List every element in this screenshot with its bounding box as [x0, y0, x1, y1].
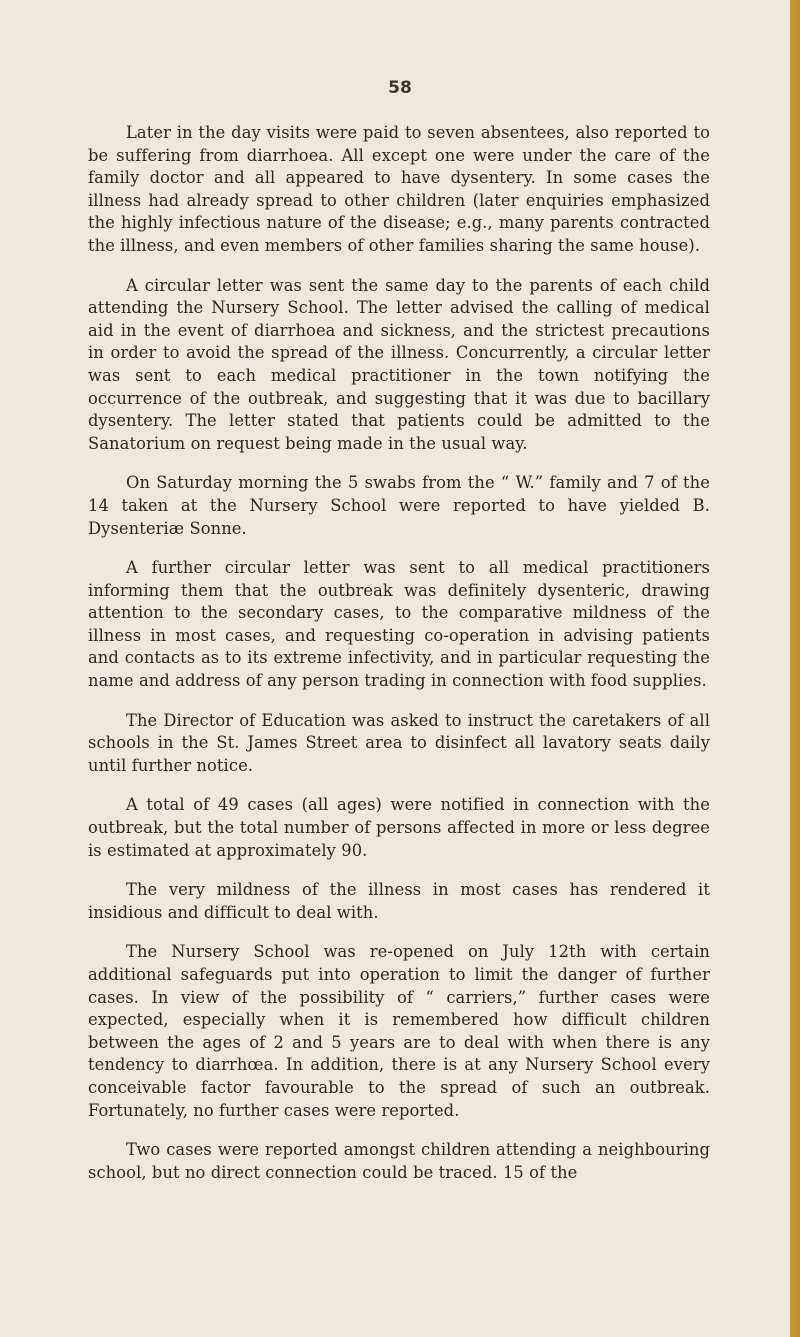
paragraph-case-totals: A total of 49 cases (all ages) were notified in connection with the outbreak, but the total number of persons affected in more or less degree is estimated at approximately 90. — [88, 795, 710, 860]
paragraph-further-circular: A further circular letter was sent to all medical practitioners informing them that the outbreak was definitely dysenteric, drawing attention to the secondary cases, to the comparative mildness of the illness in most cases, and requesting co-operation in advising patients and contacts as to its extreme infectivity, and in particular requesting the name and address of any person trading in connection with food supplies. — [88, 558, 710, 691]
paragraph-absentee-visits: Later in the day visits were paid to seven absentees, also reported to be suffering from diarrhoea. All except one were under the care of the family doctor and all appeared to have dysentery. In some cases the illness had already spread to other children (later enquiries emphasized the highly infectious nature of the disease; e.g., many parents contracted the illness, and even members of other families sharing the same house). — [88, 123, 710, 255]
body-text — [88, 122, 710, 1201]
paragraph-neighbouring-school: Two cases were reported amongst children attending a neighbouring school, but no direct connection could be traced. 15 of the — [88, 1140, 710, 1182]
paragraph-circular-letter-parents: A circular letter was sent the same day to the parents of each child attending the Nursery School. The letter advised the calling of medical aid in the event of diarrhoea and sickness, and the strictest precautions in order to avoid the spread of the illness. Concurrently, a circular letter was sent to each medical practitioner in the town notifying the occurrence of the outbreak, and suggesting that it was due to bacillary dysentery. The letter stated that patients could be admitted to the Sanatorium on request being made in the usual way. — [88, 275, 710, 453]
paragraph-mildness: The very mildness of the illness in most cases has rendered it insidious and difficult to deal with. — [88, 880, 710, 922]
paragraph-swab-results: On Saturday morning the 5 swabs from the “ W.” family and 7 of the 14 taken at the Nursery School were reported to have yielded B. Dysenteriæ Sonne. — [88, 473, 710, 538]
page-number: 58 — [388, 78, 412, 98]
paragraph-director-of-education: The Director of Education was asked to instruct the caretakers of all schools in the St. James Street area to disinfect all lavatory seats daily until further notice. — [88, 710, 710, 775]
paragraph-school-reopened: The Nursery School was re-opened on July 12th with certain additional safeguards put into operation to limit the danger of further cases. In view of the possibility of “ carriers,” further cases were expected, especially when it is remembered how difficult children between the ages of 2 and 5 years are to deal with when there is any tendency to diarrhœa. In addition, there is at any Nursery School every conceivable factor favourable to the spread of such an outbreak. Fortunately, no further cases were reported. — [88, 942, 710, 1120]
page-edge-strip — [790, 0, 800, 1337]
